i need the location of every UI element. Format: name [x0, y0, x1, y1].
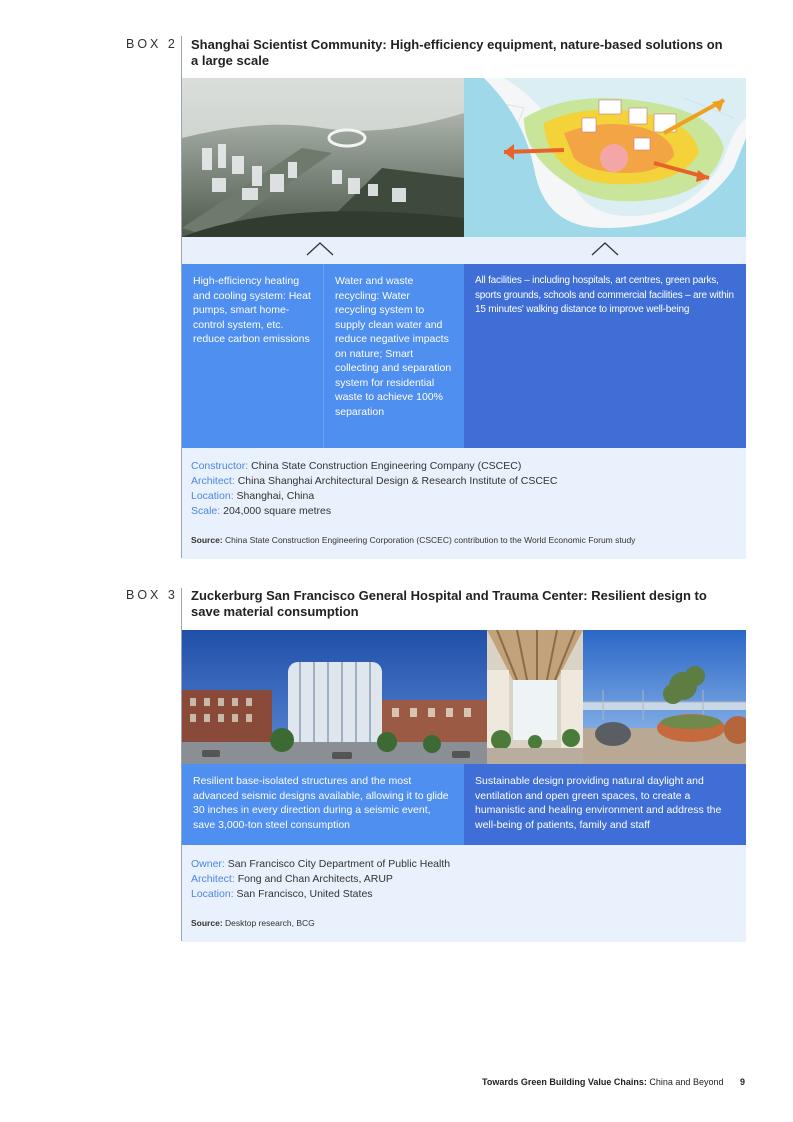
info-row-scale: Scale: 204,000 square metres	[191, 505, 332, 517]
info-row-architect: Architect: China Shanghai Architectural Design & Research Institute of CSCEC	[191, 475, 558, 487]
info-row-constructor: Constructor: China State Construction Engineering Company (CSCEC)	[191, 460, 522, 472]
info-row-architect: Architect: Fong and Chan Architects, ARUP	[191, 873, 393, 885]
masterplan-diagram-image	[464, 78, 746, 237]
page-number: 9	[739, 1077, 745, 1087]
box3-title: Zuckerburg San Francisco General Hospital and Trauma Center: Resilient design to save material consumption	[191, 588, 707, 619]
box2-source: Source: China State Construction Engineering Corporation (CSCEC) contribution to the World Economic Forum study	[191, 535, 636, 545]
page-footer	[482, 1077, 745, 1087]
box3-feature-daylight: Sustainable design providing natural daylight and ventilation and open green spaces, to create a humanistic and healing environment and address the well-being of patients, family and staff	[464, 764, 746, 845]
info-row-owner: Owner: San Francisco City Department of Public Health	[191, 858, 451, 870]
box3-label: BOX 3	[126, 588, 178, 602]
box2-label: BOX 2	[126, 37, 178, 51]
box2-title: Shanghai Scientist Community: High-efficiency equipment, nature-based solutions on a large scale	[191, 37, 723, 68]
hospital-atrium-image	[487, 630, 583, 764]
footer-title-bold: Towards Green Building Value Chains:	[482, 1077, 647, 1087]
chevron-up-icon	[591, 242, 619, 256]
box2-feature-facilities: All facilities – including hospitals, art centres, green parks, sports grounds, schools and commercial facilities – are within 15 minutes' walking distance to improve well-being	[464, 264, 746, 448]
box2-feature-water: Water and waste recycling: Water recycling system to supply clean water and reduce negative impacts on nature; Smart collecting and separation system for residential waste to achieve 100% separation	[323, 264, 464, 448]
chevron-up-icon	[306, 242, 334, 256]
chevron-strip	[182, 237, 746, 264]
rooftop-garden-image	[583, 630, 746, 764]
box3-panel	[182, 630, 746, 942]
hospital-exterior-image	[182, 630, 487, 764]
info-row-location: Location: Shanghai, China	[191, 490, 315, 502]
footer-title-rest: China and Beyond	[649, 1077, 724, 1087]
aerial-render-image	[182, 78, 464, 237]
box3-source: Source: Desktop research, BCG	[191, 918, 315, 928]
box3-info-panel	[182, 845, 746, 942]
box3-feature-seismic: Resilient base-isolated structures and the most advanced seismic designs available, allowing it to glide 30 inches in every direction during a seismic event, save 3,000-ton steel consumption	[182, 764, 464, 845]
box2-feature-heating: High-efficiency heating and cooling system: Heat pumps, smart home-control system, etc. reduce carbon emissions	[182, 264, 323, 448]
info-row-location: Location: San Francisco, United States	[191, 888, 373, 900]
box2-panel	[182, 78, 746, 559]
box2-info-panel	[182, 448, 746, 559]
